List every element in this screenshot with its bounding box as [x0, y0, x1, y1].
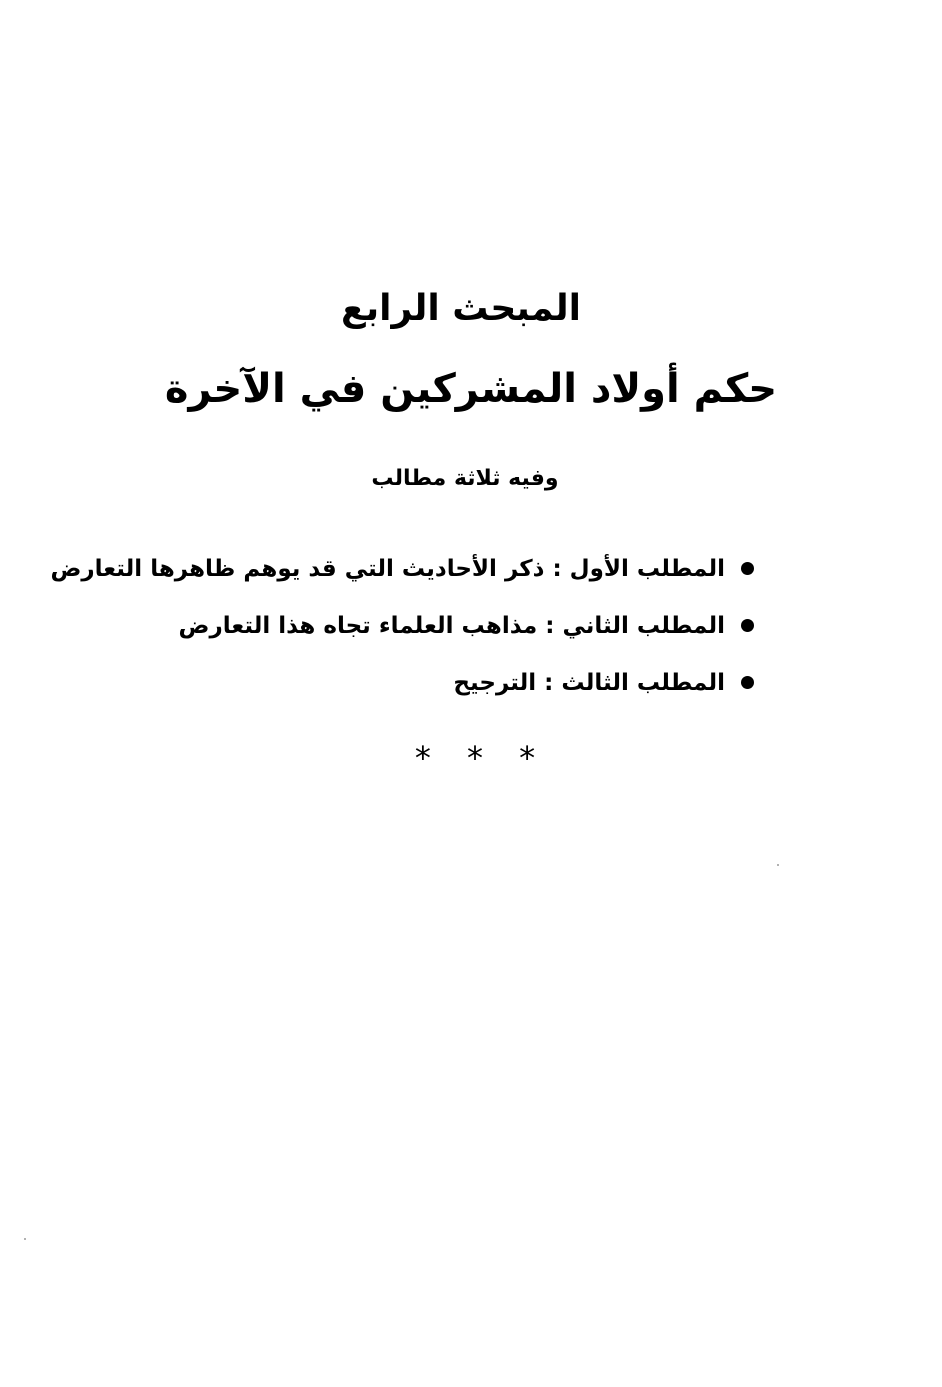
- section-separator: [0, 738, 942, 778]
- contents-list: [50, 540, 754, 711]
- section-title: المبحث الرابع: [341, 288, 581, 329]
- bullet-icon: [741, 676, 754, 689]
- list-item: [154, 597, 754, 654]
- list-item: [50, 540, 754, 597]
- bullet-icon: [741, 619, 754, 632]
- list-item-text: المطلب الأول : ذكر الأحاديث التي قد يوهم ظاهرها التعارض: [50, 555, 725, 582]
- chapter-title: حكم أولاد المشركين في الآخرة: [164, 366, 778, 412]
- list-item-text: المطلب الثالث : الترجيح: [453, 669, 725, 696]
- asterisk-icon: *: [519, 739, 536, 777]
- intro-text: وفيه ثلاثة مطالب: [371, 466, 559, 491]
- scan-speck: [777, 864, 779, 866]
- bullet-icon: [741, 562, 754, 575]
- list-item-text: المطلب الثاني : مذاهب العلماء تجاه هذا التعارض: [178, 612, 725, 639]
- asterisk-icon: *: [467, 739, 483, 777]
- asterisk-icon: *: [414, 739, 431, 777]
- list-item: [154, 654, 754, 711]
- scan-speck: [24, 1238, 26, 1240]
